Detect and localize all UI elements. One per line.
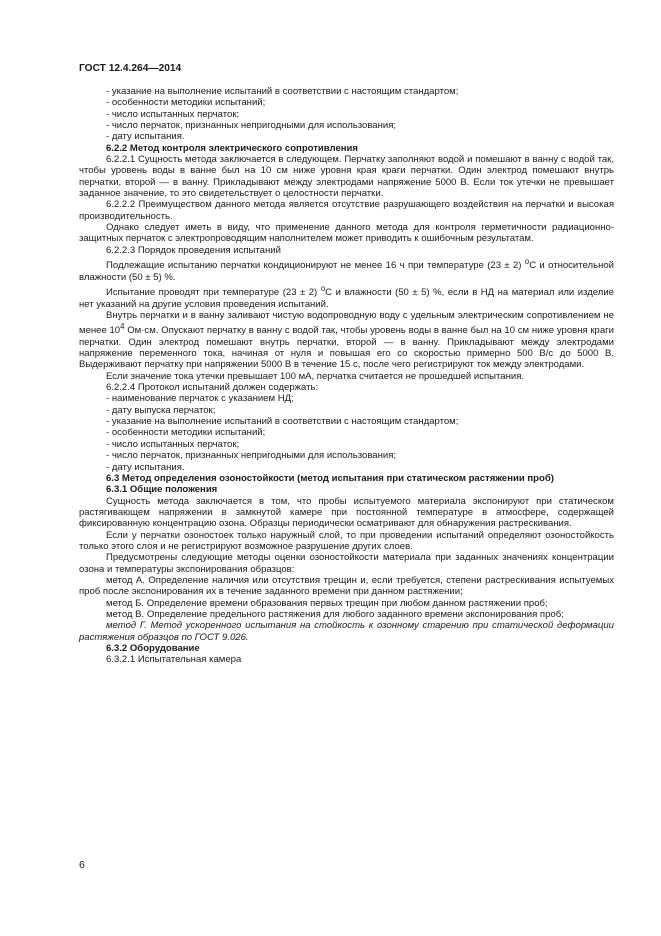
text-fragment: Испытание проводят при температуре (23 ± 2) [106, 287, 321, 299]
paragraph-6-2-2-3: 6.2.2.3 Порядок проведения испытаний [106, 244, 281, 256]
paragraph-method-b: метод Б. Определение времени образования первых трещин при любом данном растяжении проб; [106, 597, 548, 609]
text-fragment: Подлежащие испытанию перчатки кондиционируют не менее 16 ч при температуре (23 ± 2) [106, 260, 525, 272]
list-item: - наименование перчаток с указанием НД; [106, 393, 294, 405]
exponent: 4 [120, 322, 125, 332]
text-fragment: Ом·см. Опускают перчатку в ванну с водой так, чтобы уровень воды в ванне был на 10 см ниже уровня краги перчатки. Один электрод помешают внутрь перчатки, второй — в ванну. Прикладывают между электродами напряжение переменного тока, начиная от нуля и повышая его со скоростью примерно 500 В/с до 5000 В. Выдерживают перчатку при напряжении 5000 В в течение 15 с, после чего регистрируют ток между электродами. [79, 325, 614, 371]
paragraph-conditioning [79, 256, 614, 283]
paragraph-method-g: метод Г. Метод ускоренного испытания на стойкость к озонному старению при статической деформации растяжения образцов по ГОСТ 9.026. [79, 620, 614, 643]
section-heading-6-3-1: 6.3.1 Общие положения [106, 484, 218, 496]
list-item: - дату испытания. [106, 461, 185, 473]
paragraph-note: Однако следует иметь в виду, что применение данного метода для контроля герметичности радиационно-защитных перчаток с электропроводящим наполнителем может приводить к ошибочным результатам. [79, 222, 614, 245]
paragraph-test-conditions [79, 283, 614, 310]
paragraph-procedure [79, 310, 614, 371]
section-heading-6-3-2: 6.3.2 Оборудование [106, 643, 200, 655]
paragraph-methods-intro: Предусмотрены следующие методы оценки озоностойкости материала при заданных значениях концентрации озона и температуры экспонирования образцов: [79, 552, 614, 575]
paragraph-method-v: метод В. Определение предельного растяжения для любого заданного времени экспонирования проб; [106, 608, 564, 620]
document-header: ГОСТ 12.4.264—2014 [79, 63, 182, 74]
text-fragment: С и относительной влажности (50 ± 5) %. [79, 260, 614, 283]
text-fragment: Внутрь перчатки и в ванну заливают чистую водопроводную воду с удельным электрическим сопротивлением не менее 10 [79, 309, 614, 337]
page-content [79, 86, 614, 666]
list-item: - число испытанных перчаток; [106, 438, 240, 450]
paragraph-outer-layer: Если у перчатки озоностоек только наружный слой, то при проведении испытаний определяют озоностойкость только этого слоя и не регистрируют возможное разрушение других слоев. [79, 529, 614, 552]
paragraph-essence: Сущность метода заключается в том, что пробы испытуемого материала экспонируют при статическом растягивающем напряжении в замкнутой камере при постоянной температуре в атмосфере, содержащей фиксированную концентрацию озона. Образцы периодически осматривают для обнаружения растрескивания. [79, 495, 614, 530]
list-item: - особенности методики испытаний; [106, 97, 266, 109]
list-item: - дату выпуска перчаток; [106, 404, 216, 416]
list-item: - особенности методики испытаний; [106, 427, 266, 439]
paragraph-leakage: Если значение тока утечки превышает 100 мА, перчатка считается не прошедшей испытания. [106, 370, 525, 382]
page-number: 6 [79, 859, 85, 871]
paragraph-method-a: метод А. Определение наличия или отсутствия трещин и, если требуется, степени растрескивания испытуемых проб после экспонирования их в течение заданного времени при данном растяжении; [79, 574, 614, 598]
list-item: - дату испытания. [106, 131, 185, 143]
list-item: - указание на выполнение испытаний в соответствии с настоящим стандартом; [106, 86, 459, 97]
section-heading-6-3: 6.3 Метод определения озоностойкости (метод испытания при статическом растяжении проб) [106, 472, 554, 484]
text-fragment: С и влажности (50 ± 5) %, если в НД на материал или изделие нет указаний на другие условия проведения испытаний. [79, 287, 614, 310]
list-item: - число перчаток, признанных непригодными для использования; [106, 450, 397, 462]
list-item: - число испытанных перчаток; [106, 108, 240, 120]
degree-sign: o [320, 284, 326, 294]
degree-sign: o [524, 257, 530, 267]
paragraph-6-3-2-1: 6.3.2.1 Испытательная камера [106, 654, 242, 666]
list-item: - число перчаток, признанных непригодными для использования; [106, 120, 397, 132]
section-heading-6-2-2: 6.2.2 Метод контроля электрического сопротивления [106, 142, 358, 154]
paragraph-6-2-2-4: 6.2.2.4 Протокол испытаний должен содержать: [106, 382, 319, 394]
paragraph-6-2-2-2: 6.2.2.2 Преимуществом данного метода является отсутствие разрушающего воздействия на перчатки и высокая производительность. [79, 199, 614, 222]
list-item: - указание на выполнение испытаний в соответствии с настоящим стандартом; [106, 416, 459, 428]
paragraph-6-2-2-1: 6.2.2.1 Сущность метода заключается в следующем. Перчатку заполняют водой и помешают в ванну с водой так, чтобы уровень воды в ванне был на 10 см ниже уровня края краги перчатки. Один электрод помешают внутрь перчатки, второй — в ванну. Прикладывают между электродами напряжение 5000 В. Если ток утечки не превышает заданное значение, то это свидетельствует о целостности перчатки. [79, 154, 614, 200]
